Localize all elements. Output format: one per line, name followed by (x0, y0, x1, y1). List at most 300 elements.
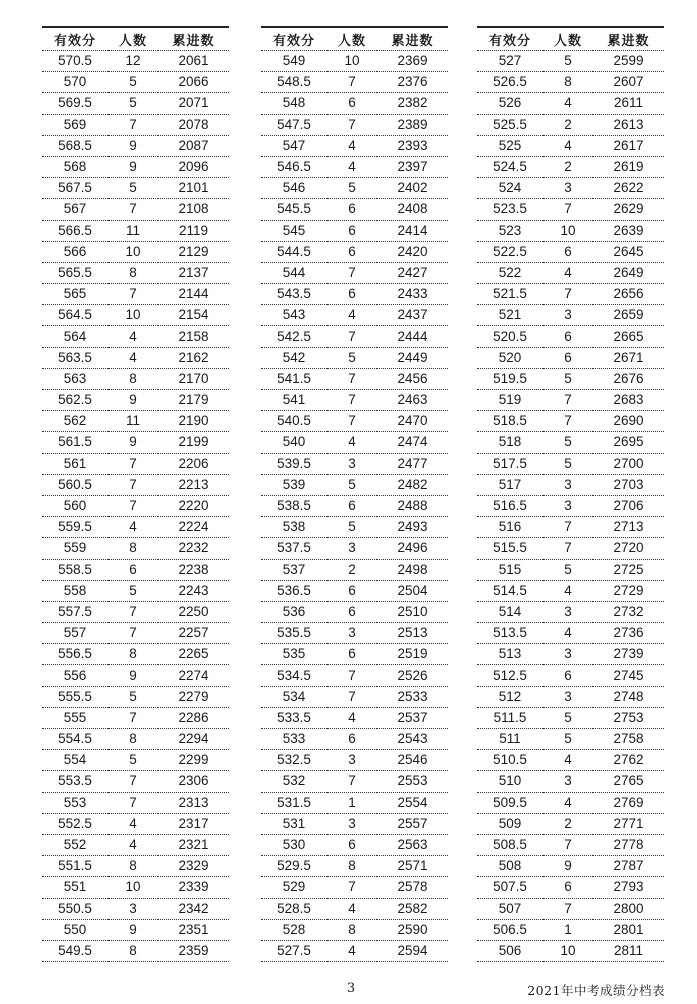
cell-count: 7 (327, 686, 377, 707)
cell-cumulative: 2108 (158, 199, 229, 220)
cell-score: 542 (261, 347, 327, 368)
cell-cumulative: 2456 (377, 368, 448, 389)
cell-count: 10 (108, 305, 158, 326)
header-score: 有效分 (261, 27, 327, 51)
score-table (42, 26, 229, 962)
cell-score: 519.5 (477, 368, 543, 389)
table-row (261, 199, 448, 220)
cell-cumulative: 2725 (593, 559, 664, 580)
cell-cumulative: 2427 (377, 262, 448, 283)
table-row (42, 114, 229, 135)
cell-count: 6 (327, 241, 377, 262)
cell-cumulative: 2659 (593, 305, 664, 326)
cell-count: 5 (543, 707, 593, 728)
cell-score: 539 (261, 474, 327, 495)
table-row (42, 474, 229, 495)
cell-count: 5 (108, 580, 158, 601)
cell-cumulative: 2101 (158, 178, 229, 199)
cell-count: 3 (327, 623, 377, 644)
table-row (261, 368, 448, 389)
cell-count: 7 (108, 199, 158, 220)
cell-count: 4 (543, 750, 593, 771)
cell-count: 7 (108, 623, 158, 644)
cell-score: 544.5 (261, 241, 327, 262)
cell-cumulative: 2066 (158, 72, 229, 93)
cell-cumulative: 2656 (593, 284, 664, 305)
table-row (477, 262, 664, 283)
cell-cumulative: 2286 (158, 707, 229, 728)
cell-cumulative: 2736 (593, 623, 664, 644)
cell-count: 3 (327, 750, 377, 771)
table-row (42, 750, 229, 771)
cell-cumulative: 2787 (593, 856, 664, 877)
cell-score: 516 (477, 517, 543, 538)
cell-score: 551.5 (42, 856, 108, 877)
cell-count: 8 (108, 644, 158, 665)
table-row (477, 601, 664, 622)
table-row (42, 368, 229, 389)
cell-score: 536 (261, 601, 327, 622)
cell-count: 2 (543, 156, 593, 177)
cell-cumulative: 2703 (593, 474, 664, 495)
cell-count: 4 (108, 326, 158, 347)
cell-count: 9 (108, 156, 158, 177)
cell-cumulative: 2206 (158, 453, 229, 474)
cell-count: 4 (327, 940, 377, 961)
table-row (42, 51, 229, 72)
cell-cumulative: 2537 (377, 707, 448, 728)
cell-count: 7 (543, 898, 593, 919)
cell-count: 6 (543, 347, 593, 368)
table-row (261, 114, 448, 135)
cell-cumulative: 2613 (593, 114, 664, 135)
cell-score: 534 (261, 686, 327, 707)
table-row (42, 580, 229, 601)
table-row (261, 792, 448, 813)
table-row (261, 72, 448, 93)
table-row (477, 411, 664, 432)
cell-count: 6 (543, 326, 593, 347)
cell-score: 511 (477, 729, 543, 750)
cell-cumulative: 2671 (593, 347, 664, 368)
cell-cumulative: 2238 (158, 559, 229, 580)
cell-cumulative: 2493 (377, 517, 448, 538)
cell-cumulative: 2498 (377, 559, 448, 580)
cell-count: 6 (327, 495, 377, 516)
cell-count: 5 (543, 559, 593, 580)
cell-score: 540.5 (261, 411, 327, 432)
cell-score: 525 (477, 135, 543, 156)
cell-score: 529.5 (261, 856, 327, 877)
table-row (477, 178, 664, 199)
cell-count: 10 (108, 241, 158, 262)
table-row (261, 284, 448, 305)
cell-cumulative: 2778 (593, 834, 664, 855)
cell-score: 522 (477, 262, 543, 283)
cell-count: 4 (327, 898, 377, 919)
cell-count: 7 (108, 792, 158, 813)
cell-cumulative: 2729 (593, 580, 664, 601)
cell-score: 554 (42, 750, 108, 771)
table-row (261, 156, 448, 177)
cell-score: 518 (477, 432, 543, 453)
score-table-column-3 (477, 26, 664, 962)
cell-cumulative: 2553 (377, 771, 448, 792)
cell-score: 552.5 (42, 813, 108, 834)
cell-score: 520 (477, 347, 543, 368)
table-row (261, 305, 448, 326)
table-row (42, 813, 229, 834)
table-header-row (261, 27, 448, 51)
cell-count: 4 (543, 93, 593, 114)
table-row (477, 305, 664, 326)
cell-score: 539.5 (261, 453, 327, 474)
table-body (477, 51, 664, 962)
cell-cumulative: 2753 (593, 707, 664, 728)
table-row (261, 707, 448, 728)
cell-count: 7 (327, 114, 377, 135)
cell-count: 3 (543, 495, 593, 516)
cell-count: 4 (327, 707, 377, 728)
cell-count: 7 (108, 453, 158, 474)
cell-cumulative: 2087 (158, 135, 229, 156)
cell-cumulative: 2769 (593, 792, 664, 813)
cell-score: 524 (477, 178, 543, 199)
cell-cumulative: 2533 (377, 686, 448, 707)
cell-cumulative: 2748 (593, 686, 664, 707)
cell-count: 7 (543, 411, 593, 432)
cell-cumulative: 2444 (377, 326, 448, 347)
cell-count: 3 (543, 601, 593, 622)
table-row (477, 495, 664, 516)
table-row (42, 178, 229, 199)
cell-cumulative: 2389 (377, 114, 448, 135)
cell-score: 523.5 (477, 199, 543, 220)
table-row (261, 919, 448, 940)
cell-count: 5 (543, 453, 593, 474)
cell-cumulative: 2329 (158, 856, 229, 877)
table-row (261, 686, 448, 707)
cell-count: 6 (327, 284, 377, 305)
cell-score: 561 (42, 453, 108, 474)
table-row (477, 834, 664, 855)
table-row (42, 919, 229, 940)
cell-score: 561.5 (42, 432, 108, 453)
header-score: 有效分 (42, 27, 108, 51)
cell-cumulative: 2619 (593, 156, 664, 177)
score-table-column-2 (261, 26, 448, 962)
table-row (477, 686, 664, 707)
cell-score: 513 (477, 644, 543, 665)
cell-count: 5 (108, 178, 158, 199)
cell-score: 537 (261, 559, 327, 580)
cell-score: 515 (477, 559, 543, 580)
table-row (477, 559, 664, 580)
cell-count: 4 (327, 305, 377, 326)
cell-cumulative: 2129 (158, 241, 229, 262)
table-header-row (477, 27, 664, 51)
cell-count: 2 (327, 559, 377, 580)
cell-count: 9 (108, 390, 158, 411)
cell-count: 3 (543, 644, 593, 665)
table-row (477, 51, 664, 72)
table-row (261, 877, 448, 898)
cell-count: 3 (108, 898, 158, 919)
cell-cumulative: 2144 (158, 284, 229, 305)
cell-cumulative: 2414 (377, 220, 448, 241)
cell-score: 521.5 (477, 284, 543, 305)
header-count: 人数 (327, 27, 377, 51)
cell-score: 540 (261, 432, 327, 453)
cell-count: 10 (543, 940, 593, 961)
cell-count: 6 (543, 241, 593, 262)
table-row (477, 347, 664, 368)
cell-score: 532 (261, 771, 327, 792)
cell-count: 10 (327, 51, 377, 72)
cell-count: 7 (108, 495, 158, 516)
cell-cumulative: 2437 (377, 305, 448, 326)
cell-cumulative: 2071 (158, 93, 229, 114)
table-row (261, 411, 448, 432)
cell-count: 3 (543, 771, 593, 792)
table-row (42, 135, 229, 156)
cell-count: 6 (327, 834, 377, 855)
header-cumulative: 累进数 (377, 27, 448, 51)
cell-cumulative: 2801 (593, 919, 664, 940)
cell-score: 535.5 (261, 623, 327, 644)
cell-count: 5 (543, 729, 593, 750)
cell-score: 569.5 (42, 93, 108, 114)
cell-cumulative: 2306 (158, 771, 229, 792)
cell-score: 508 (477, 856, 543, 877)
cell-score: 520.5 (477, 326, 543, 347)
cell-score: 507.5 (477, 877, 543, 898)
table-row (261, 940, 448, 961)
cell-score: 523 (477, 220, 543, 241)
table-row (42, 411, 229, 432)
table-row (477, 771, 664, 792)
cell-count: 6 (327, 93, 377, 114)
cell-cumulative: 2519 (377, 644, 448, 665)
cell-score: 543 (261, 305, 327, 326)
cell-cumulative: 2700 (593, 453, 664, 474)
table-row (261, 178, 448, 199)
header-count: 人数 (543, 27, 593, 51)
table-row (261, 856, 448, 877)
cell-count: 7 (327, 326, 377, 347)
table-row (42, 241, 229, 262)
cell-score: 551 (42, 877, 108, 898)
cell-cumulative: 2162 (158, 347, 229, 368)
cell-count: 8 (108, 856, 158, 877)
cell-score: 536.5 (261, 580, 327, 601)
cell-score: 562 (42, 411, 108, 432)
cell-count: 5 (327, 347, 377, 368)
cell-count: 3 (327, 453, 377, 474)
cell-score: 515.5 (477, 538, 543, 559)
cell-cumulative: 2594 (377, 940, 448, 961)
cell-score: 506 (477, 940, 543, 961)
cell-count: 7 (327, 262, 377, 283)
cell-cumulative: 2546 (377, 750, 448, 771)
cell-count: 7 (327, 411, 377, 432)
cell-cumulative: 2496 (377, 538, 448, 559)
table-row (261, 623, 448, 644)
cell-score: 510.5 (477, 750, 543, 771)
cell-score: 556 (42, 665, 108, 686)
table-row (477, 580, 664, 601)
cell-cumulative: 2745 (593, 665, 664, 686)
cell-count: 11 (108, 220, 158, 241)
cell-count: 6 (543, 665, 593, 686)
cell-count: 7 (543, 390, 593, 411)
cell-count: 8 (108, 940, 158, 961)
cell-cumulative: 2482 (377, 474, 448, 495)
table-row (477, 241, 664, 262)
table-row (42, 453, 229, 474)
table-body (42, 51, 229, 962)
cell-cumulative: 2510 (377, 601, 448, 622)
cell-count: 7 (108, 474, 158, 495)
score-table (477, 26, 664, 962)
header-score: 有效分 (477, 27, 543, 51)
cell-cumulative: 2690 (593, 411, 664, 432)
table-row (42, 284, 229, 305)
cell-score: 558 (42, 580, 108, 601)
cell-score: 564 (42, 326, 108, 347)
cell-cumulative: 2488 (377, 495, 448, 516)
table-row (42, 559, 229, 580)
cell-count: 9 (108, 919, 158, 940)
page-number: 3 (346, 981, 356, 996)
score-table (261, 26, 448, 962)
table-row (261, 390, 448, 411)
cell-cumulative: 2649 (593, 262, 664, 283)
cell-count: 9 (108, 665, 158, 686)
cell-score: 565.5 (42, 262, 108, 283)
cell-score: 556.5 (42, 644, 108, 665)
table-row (477, 474, 664, 495)
table-row (477, 538, 664, 559)
cell-score: 541.5 (261, 368, 327, 389)
table-row (42, 601, 229, 622)
cell-score: 565 (42, 284, 108, 305)
table-row (477, 72, 664, 93)
table-row (42, 517, 229, 538)
table-row (42, 877, 229, 898)
cell-cumulative: 2695 (593, 432, 664, 453)
cell-cumulative: 2317 (158, 813, 229, 834)
cell-score: 549 (261, 51, 327, 72)
cell-score: 570.5 (42, 51, 108, 72)
cell-cumulative: 2078 (158, 114, 229, 135)
cell-score: 552 (42, 834, 108, 855)
table-row (477, 135, 664, 156)
cell-cumulative: 2299 (158, 750, 229, 771)
cell-count: 6 (543, 877, 593, 898)
cell-score: 543.5 (261, 284, 327, 305)
cell-score: 524.5 (477, 156, 543, 177)
table-row (42, 199, 229, 220)
cell-score: 533 (261, 729, 327, 750)
table-row (477, 453, 664, 474)
cell-count: 4 (327, 156, 377, 177)
cell-cumulative: 2720 (593, 538, 664, 559)
cell-score: 507 (477, 898, 543, 919)
cell-cumulative: 2800 (593, 898, 664, 919)
cell-score: 521 (477, 305, 543, 326)
cell-cumulative: 2543 (377, 729, 448, 750)
table-row (261, 644, 448, 665)
cell-count: 6 (327, 199, 377, 220)
cell-cumulative: 2179 (158, 390, 229, 411)
cell-count: 3 (543, 686, 593, 707)
cell-score: 531 (261, 813, 327, 834)
table-row (42, 390, 229, 411)
table-row (477, 284, 664, 305)
cell-score: 535 (261, 644, 327, 665)
cell-count: 4 (108, 347, 158, 368)
cell-count: 3 (327, 538, 377, 559)
table-row (477, 623, 664, 644)
cell-cumulative: 2250 (158, 601, 229, 622)
cell-score: 566 (42, 241, 108, 262)
cell-cumulative: 2811 (593, 940, 664, 961)
cell-cumulative: 2739 (593, 644, 664, 665)
cell-cumulative: 2339 (158, 877, 229, 898)
table-row (477, 156, 664, 177)
cell-score: 567 (42, 199, 108, 220)
cell-score: 560.5 (42, 474, 108, 495)
table-row (477, 114, 664, 135)
cell-cumulative: 2096 (158, 156, 229, 177)
table-row (477, 729, 664, 750)
cell-cumulative: 2683 (593, 390, 664, 411)
cell-score: 541 (261, 390, 327, 411)
table-row (261, 432, 448, 453)
cell-score: 532.5 (261, 750, 327, 771)
cell-score: 548 (261, 93, 327, 114)
cell-cumulative: 2402 (377, 178, 448, 199)
cell-cumulative: 2617 (593, 135, 664, 156)
cell-count: 9 (108, 432, 158, 453)
table-row (261, 834, 448, 855)
cell-cumulative: 2793 (593, 877, 664, 898)
cell-count: 10 (108, 877, 158, 898)
cell-count: 7 (543, 199, 593, 220)
cell-cumulative: 2526 (377, 665, 448, 686)
table-row (42, 93, 229, 114)
cell-cumulative: 2762 (593, 750, 664, 771)
cell-cumulative: 2706 (593, 495, 664, 516)
cell-cumulative: 2220 (158, 495, 229, 516)
cell-cumulative: 2449 (377, 347, 448, 368)
table-row (477, 326, 664, 347)
cell-cumulative: 2676 (593, 368, 664, 389)
cell-cumulative: 2061 (158, 51, 229, 72)
table-row (477, 898, 664, 919)
cell-score: 570 (42, 72, 108, 93)
cell-score: 557.5 (42, 601, 108, 622)
cell-count: 11 (108, 411, 158, 432)
table-row (477, 707, 664, 728)
cell-score: 513.5 (477, 623, 543, 644)
table-row (261, 262, 448, 283)
cell-cumulative: 2137 (158, 262, 229, 283)
cell-score: 511.5 (477, 707, 543, 728)
table-row (261, 474, 448, 495)
table-row (477, 813, 664, 834)
